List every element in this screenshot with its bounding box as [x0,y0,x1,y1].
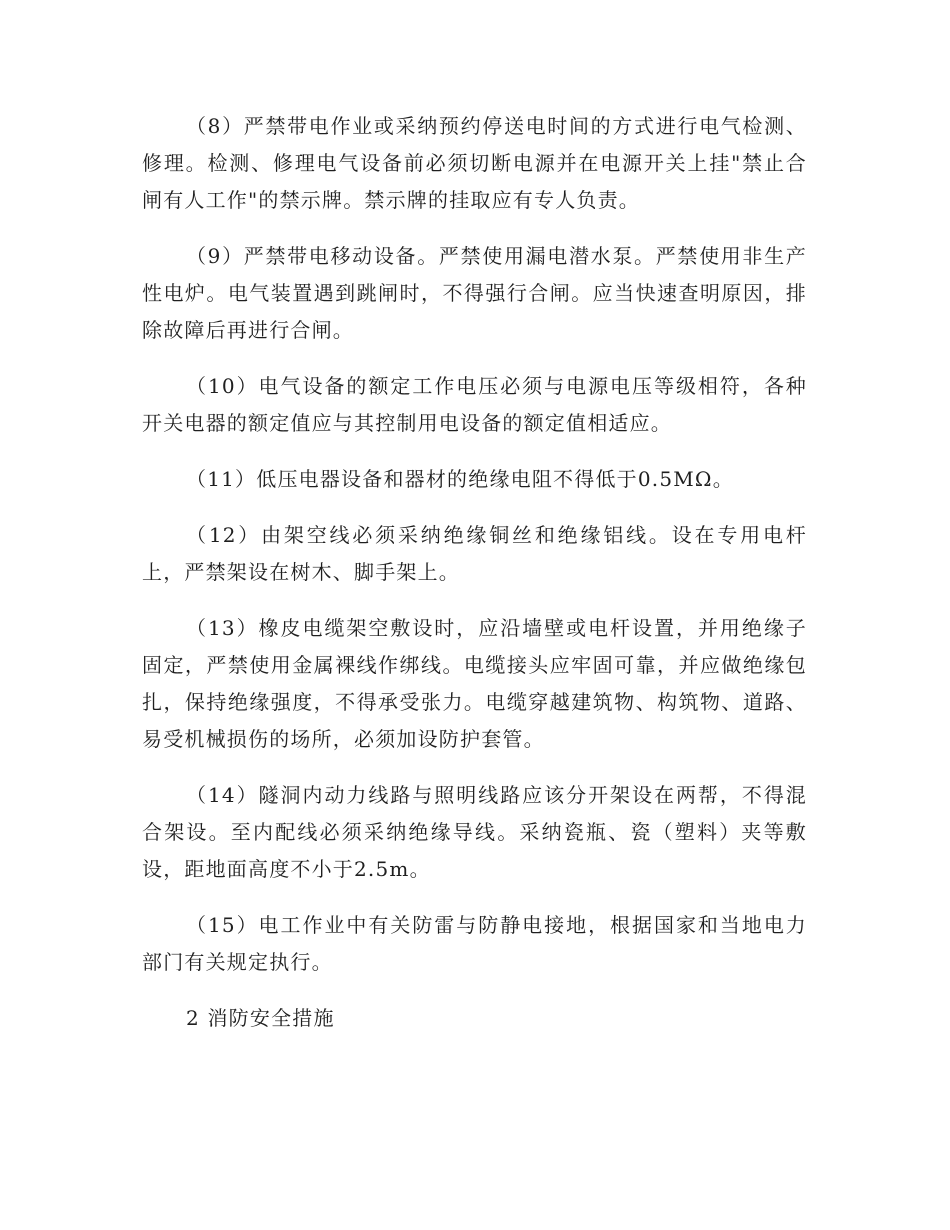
paragraph-14: （14）隧洞内动力线路与照明线路应该分开架设在两帮，不得混合架设。至内配线必须采纳绝缘导线。采纳瓷瓶、瓷（塑料）夹等敷设，距地面高度不小于2.5m。 [142,783,807,881]
paragraph-13: （13）橡皮电缆架空敷设时，应沿墙壁或电杆设置，并用绝缘子固定，严禁使用金属裸线作绑线。电缆接头应牢固可靠，并应做绝缘包扎，保持绝缘强度，不得承受张力。电缆穿越建筑物、构筑物、道路、易受机械损伤的场所，必须加设防护套管。 [142,616,807,751]
paragraph-10: （10）电气设备的额定工作电压必须与电源电压等级相符，各种开关电器的额定值应与其控制用电设备的额定值相适应。 [142,374,807,435]
paragraph-11: （11）低压电器设备和器材的绝缘电阻不得低于0.5MΩ。 [186,467,734,491]
section-heading: 2 消防安全措施 [186,1006,335,1030]
paragraph-12: （12）由架空线必须采纳绝缘铜丝和绝缘铝线。设在专用电杆上，严禁架设在树木、脚手架上。 [142,523,807,584]
document-body [142,108,807,1037]
paragraph-9: （9）严禁带电移动设备。严禁使用漏电潜水泵。严禁使用非生产性电炉。电气装置遇到跳闸时，不得强行合闸。应当快速查明原因，排除故障后再进行合闸。 [142,244,807,342]
paragraph-15: （15）电工作业中有关防雷与防静电接地，根据国家和当地电力部门有关规定执行。 [142,913,807,974]
paragraph-8: （8）严禁带电作业或采纳预约停送电时间的方式进行电气检测、修理。检测、修理电气设备前必须切断电源并在电源开关上挂"禁止合闸有人工作"的禁示牌。禁示牌的挂取应有专人负责。 [142,114,807,212]
